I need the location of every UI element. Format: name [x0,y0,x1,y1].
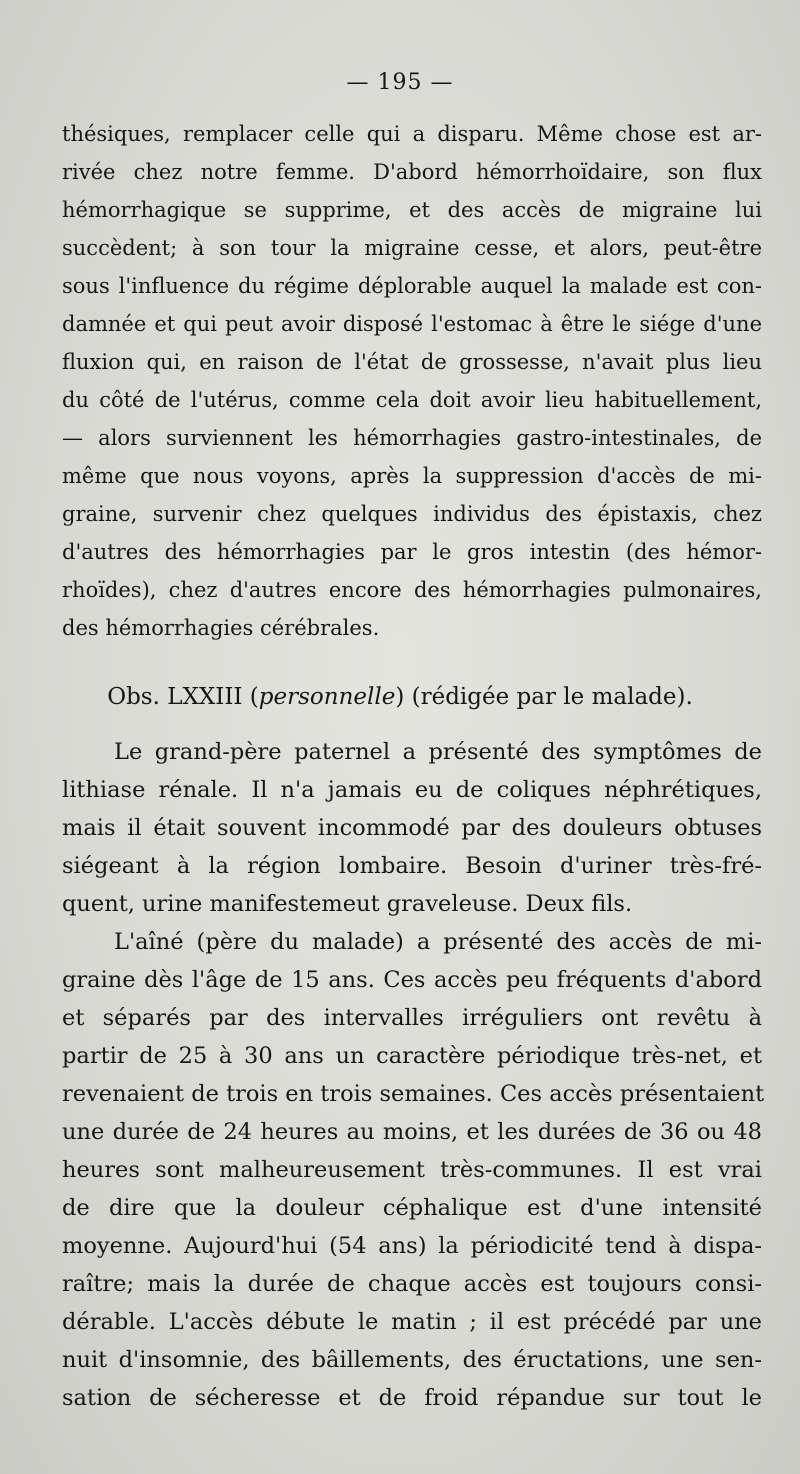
text-line: moyenne. Aujourd'hui (54 ans) la périodicité tend à dispa- [62,1233,762,1259]
text-line: rivée chez notre femme. D'abord hémorrhoïdaire, son flux [62,160,762,184]
text-line: fluxion qui, en raison de l'état de grossesse, n'avait plus lieu [62,350,762,374]
text-line: hémorrhagique se supprime, et des accès de migraine lui [62,198,762,222]
text-line: graine dès l'âge de 15 ans. Ces accès peu fréquents d'abord [62,967,762,993]
text-line: thésiques, remplacer celle qui a disparu. Même chose est ar- [62,122,762,146]
text-line: — alors surviennent les hémorrhagies gastro-intestinales, de [62,426,762,450]
text-line: dérable. L'accès débute le matin ; il est précédé par une [62,1309,762,1335]
text-line: mais il était souvent incommodé par des douleurs obtuses [62,815,762,841]
text-line: lithiase rénale. Il n'a jamais eu de coliques néphrétiques, [62,777,762,803]
heading-suffix: ) (rédigée par le malade). [395,684,693,710]
text-line: quent, urine manifestemeut graveleuse. Deux fils. [62,891,633,917]
text-line: L'aîné (père du malade) a présenté des accès de mi- [114,929,762,955]
text-line: une durée de 24 heures au moins, et les durées de 36 ou 48 [62,1119,762,1145]
paragraph-father [62,923,765,1417]
text-line: Le grand-père paternel a présenté des symptômes de [114,739,762,765]
text-line: même que nous voyons, après la suppression d'accès de mi- [62,464,762,488]
heading-italic: personnelle [258,684,396,710]
text-line: siégeant à la région lombaire. Besoin d'uriner très-fré- [62,853,762,879]
text-line: rhoïdes), chez d'autres encore des hémorrhagies pulmonaires, [62,578,762,602]
heading-prefix: Obs. LXXIII ( [107,684,259,710]
page-number: — 195 — [346,70,454,95]
text-line: des hémorrhagies cérébrales. [62,616,380,640]
text-line: heures sont malheureusement très-communes. Il est vrai [62,1157,762,1183]
text-line: partir de 25 à 30 ans un caractère périodique très-net, et [62,1043,762,1069]
text-line: d'autres des hémorrhagies par le gros intestin (des hémor- [62,540,762,564]
text-line: revenaient de trois en trois semaines. Ces accès présentaient [62,1081,765,1107]
text-line: graine, survenir chez quelques individus des épistaxis, chez [62,502,762,526]
text-line: raître; mais la durée de chaque accès est toujours consi- [62,1271,762,1297]
text-line: du côté de l'utérus, comme cela doit avoir lieu habituellement, [62,388,762,412]
observation-heading [0,678,800,716]
text-line: de dire que la douleur céphalique est d'une intensité [62,1195,762,1221]
paragraph-grandfather [62,733,762,923]
paragraph-continuation [62,115,762,647]
text-line: damnée et qui peut avoir disposé l'estomac à être le siége d'une [62,312,762,336]
text-line: sous l'influence du régime déplorable auquel la malade est con- [62,274,762,298]
text-line: et séparés par des intervalles irréguliers ont revêtu à [62,1005,762,1031]
text-line: sation de sécheresse et de froid répandue sur tout le [62,1385,762,1411]
text-line: nuit d'insomnie, des bâillements, des éructations, une sen- [62,1347,762,1373]
text-line: succèdent; à son tour la migraine cesse, et alors, peut-être [62,236,762,260]
